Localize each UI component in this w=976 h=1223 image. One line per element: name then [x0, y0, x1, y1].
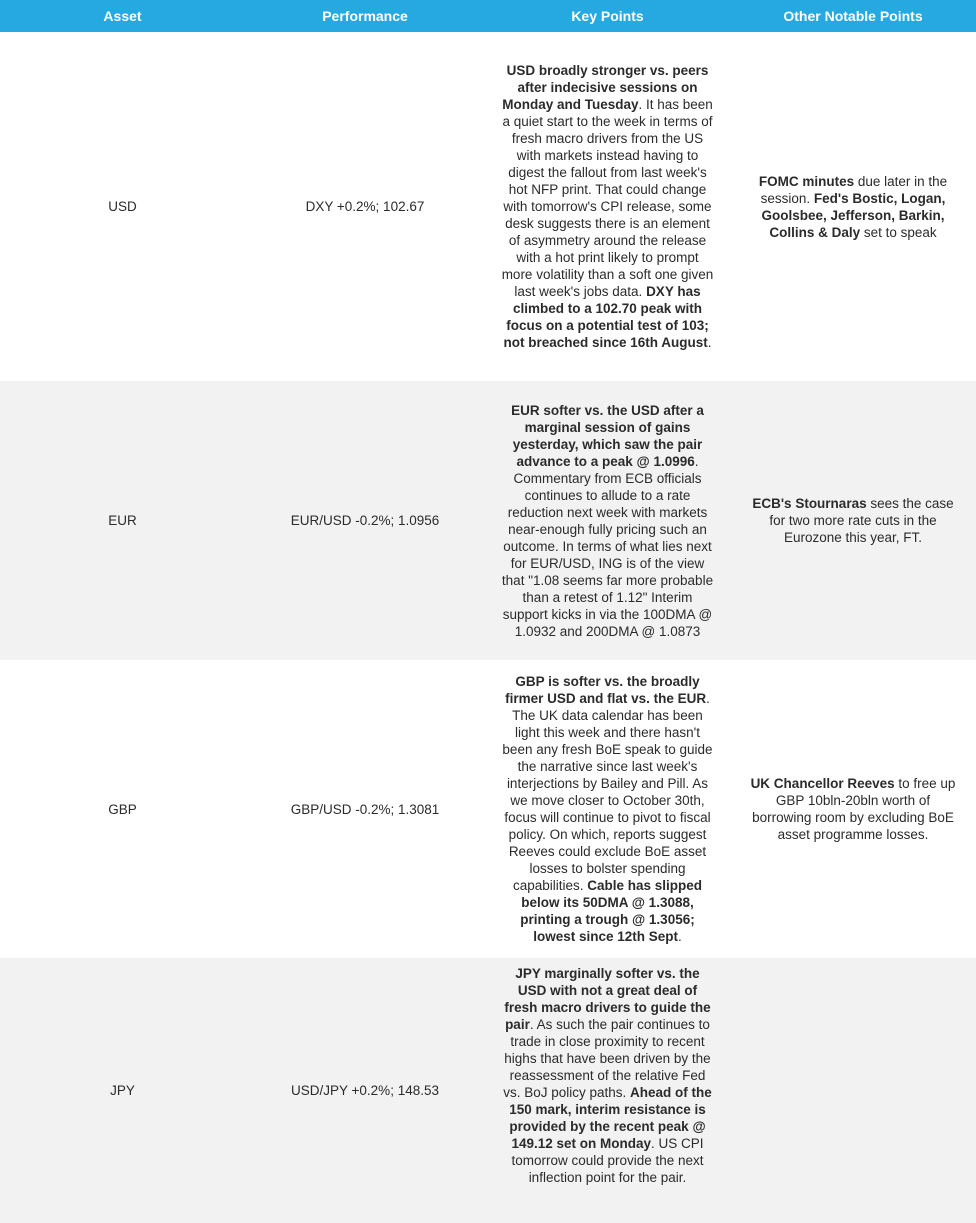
text-segment: set to speak: [860, 224, 937, 240]
key-points-cell: [485, 660, 730, 958]
asset-cell: JPY: [0, 958, 245, 1223]
asset-cell: EUR: [0, 381, 245, 660]
bold-text-segment: Cable has slipped below its 50DMA @ 1.3088, printing a trough @ 1.3056; lowest since 12th Sept: [520, 878, 703, 944]
bold-text-segment: USD broadly stronger vs. peers after indecisive sessions on Monday and Tuesday: [502, 63, 709, 112]
header-asset: Asset: [0, 0, 245, 32]
bold-text-segment: FOMC minutes: [758, 173, 855, 189]
table-header: [0, 0, 976, 32]
key-points-text: [500, 673, 716, 945]
text-segment: to free up GBP 10bln-20bln worth of borrowing room by excluding BoE asset programme losses.: [752, 776, 956, 842]
bold-text-segment: Fed's Bostic, Logan, Goolsbee, Jefferson, Barkin, Collins & Daly: [761, 190, 946, 240]
performance-cell: EUR/USD -0.2%; 1.0956: [245, 381, 485, 660]
other-points-cell: [730, 660, 976, 958]
bold-text-segment: ECB's Stournaras: [752, 496, 867, 511]
other-points-cell: [730, 32, 976, 381]
performance-cell: GBP/USD -0.2%; 1.3081: [245, 660, 485, 958]
key-points-text: [500, 965, 716, 1186]
asset-cell: USD: [0, 32, 245, 381]
header-performance: Performance: [245, 0, 485, 32]
bold-text-segment: GBP is softer vs. the broadly firmer USD and flat vs. the EUR: [505, 674, 707, 706]
key-points-text: [500, 402, 716, 640]
text-segment: due later in the session.: [760, 173, 948, 206]
bold-text-segment: EUR softer vs. the USD after a marginal session of gains yesterday, which saw the pair advance to a peak @ 1.0996: [511, 402, 704, 469]
other-points-text: [748, 495, 958, 546]
performance-cell: USD/JPY +0.2%; 148.53: [245, 958, 485, 1223]
text-segment: .: [707, 335, 712, 350]
asset-cell: GBP: [0, 660, 245, 958]
bold-text-segment: Ahead of the 150 mark, interim resistance is provided by the recent peak @ 149.12 set on Monday: [509, 1085, 712, 1151]
key-points-cell: [485, 32, 730, 381]
bold-text-segment: JPY marginally softer vs. the USD with not a great deal of fresh macro drivers to guide the pair: [504, 966, 711, 1032]
key-points-cell: [485, 958, 730, 1223]
header-key-points: Key Points: [485, 0, 730, 32]
bold-text-segment: DXY has climbed to a 102.70 peak with focus on a potential test of 103; not breached since 16th August: [503, 284, 709, 350]
performance-cell: DXY +0.2%; 102.67: [245, 32, 485, 381]
text-segment: . Commentary from ECB officials continues to allude to a rate reduction next week with markets near-enough fully pricing such an outcome. In terms of what lies next for EUR/USD, ING is of the view that "1.08 seems far more probable than a retest of 1.12" Interim support kicks in via the 100DMA @ 1.0932 and 200DMA @ 1.0873: [501, 453, 714, 639]
text-segment: . It has been a quiet start to the week in terms of fresh macro drivers from the US with markets instead having to digest the fallout from last week's hot NFP print. That could change with tomorrow's CPI release, some desk suggests there is an element of asymmetry around the release with a hot print likely to prompt more volatility than a soft one given last week's jobs data.: [501, 97, 714, 299]
other-points-cell: [730, 381, 976, 660]
text-segment: . As such the pair continues to trade in close proximity to recent highs that have been driven by the reassessment of the relative Fed vs. BoJ policy paths.: [503, 1017, 711, 1100]
header-other-notable-points: Other Notable Points: [730, 0, 976, 32]
table-row-gbp: [0, 660, 976, 958]
table-row-eur: [0, 381, 976, 660]
key-points-cell: [485, 381, 730, 660]
text-segment: . US CPI tomorrow could provide the next inflection point for the pair.: [511, 1136, 704, 1185]
text-segment: .: [678, 929, 682, 944]
table-row-usd: [0, 32, 976, 381]
other-points-cell: [730, 958, 976, 1223]
key-points-text: [500, 62, 716, 351]
other-points-text: [748, 775, 958, 843]
text-segment: sees the case for two more rate cuts in the Eurozone this year, FT.: [769, 496, 954, 545]
other-points-text: [748, 173, 958, 241]
table-row-jpy: [0, 958, 976, 1223]
text-segment: . The UK data calendar has been light this week and there hasn't been any fresh BoE speak to guide the narrative since last week's interjections by Bailey and Pill. As we move closer to October 30th, focus will continue to pivot to fiscal policy. On which, reports suggest Reeves could exclude BoE asset losses to bolster spending capabilities.: [502, 691, 713, 893]
bold-text-segment: UK Chancellor Reeves: [750, 776, 895, 791]
